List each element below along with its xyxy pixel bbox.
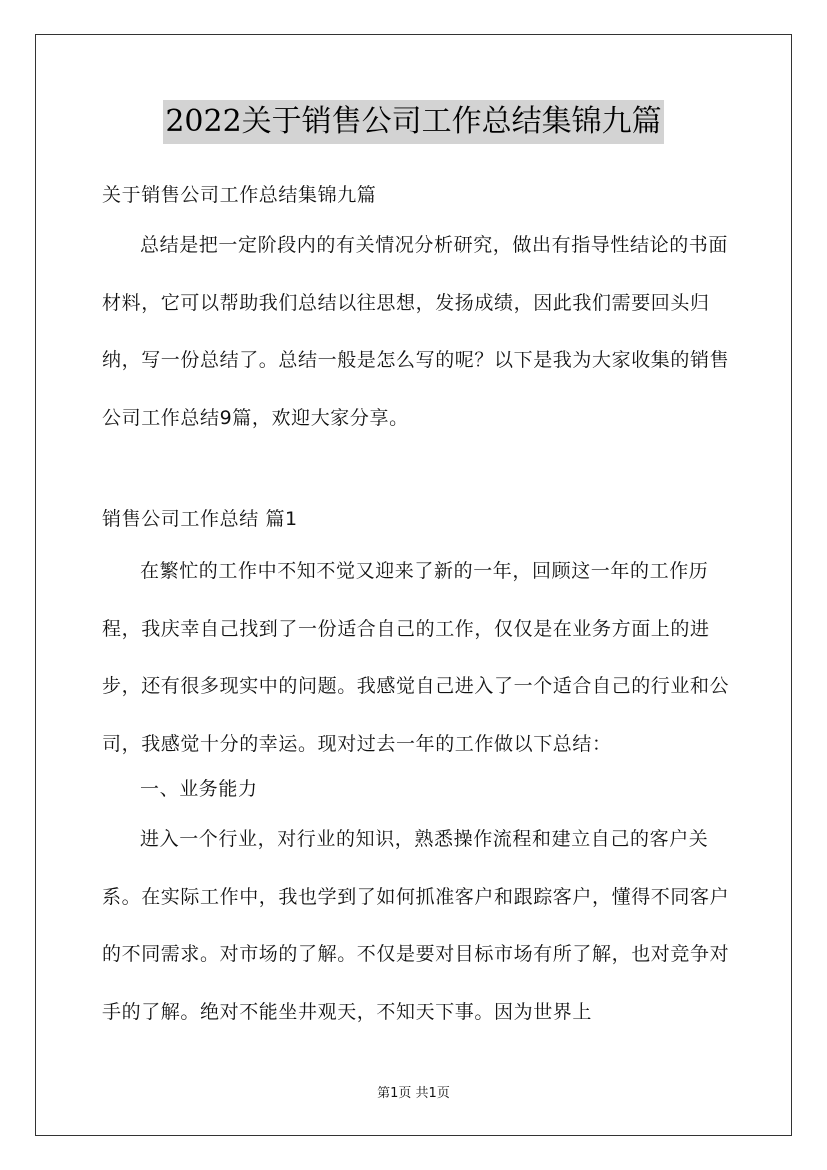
intro-paragraph: 总结是把一定阶段内的有关情况分析研究，做出有指导性结论的书面材料，它可以帮助我们总结以往思想，发扬成绩，因此我们需要回头归纳，写一份总结了。总结一般是怎么写的呢？以下是我为大家收集的销售公司工作总结9篇，欢迎大家分享。 [102,234,730,429]
section-paragraph-2: 进入一个行业，对行业的知识，熟悉操作流程和建立自己的客户关系。在实际工作中，我也学到了如何抓准客户和跟踪客户，懂得不同客户的不同需求。对市场的了解。不仅是要对目标市场有所了解，也对竞争对手的了解。绝对不能坐井观天，不知天下事。因为世界上 [102,828,730,1023]
title-container [0,100,827,144]
document-title: 2022关于销售公司工作总结集锦九篇 [163,100,663,144]
page-footer: 第1页 共1页 [377,1086,450,1101]
section-paragraph-1: 在繁忙的工作中不知不觉又迎来了新的一年，回顾这一年的工作历程，我庆幸自己找到了一份适合自己的工作，仅仅是在业务方面上的进步，还有很多现实中的问题。我感觉自己进入了一个适合自己的行业和公司，我感觉十分的幸运。现对过去一年的工作做以下总结： [102,560,730,755]
section-heading: 销售公司工作总结 篇1 [102,508,298,530]
document-subtitle: 关于销售公司工作总结集锦九篇 [102,184,377,206]
subheading-business-ability: 一、业务能力 [140,778,258,800]
